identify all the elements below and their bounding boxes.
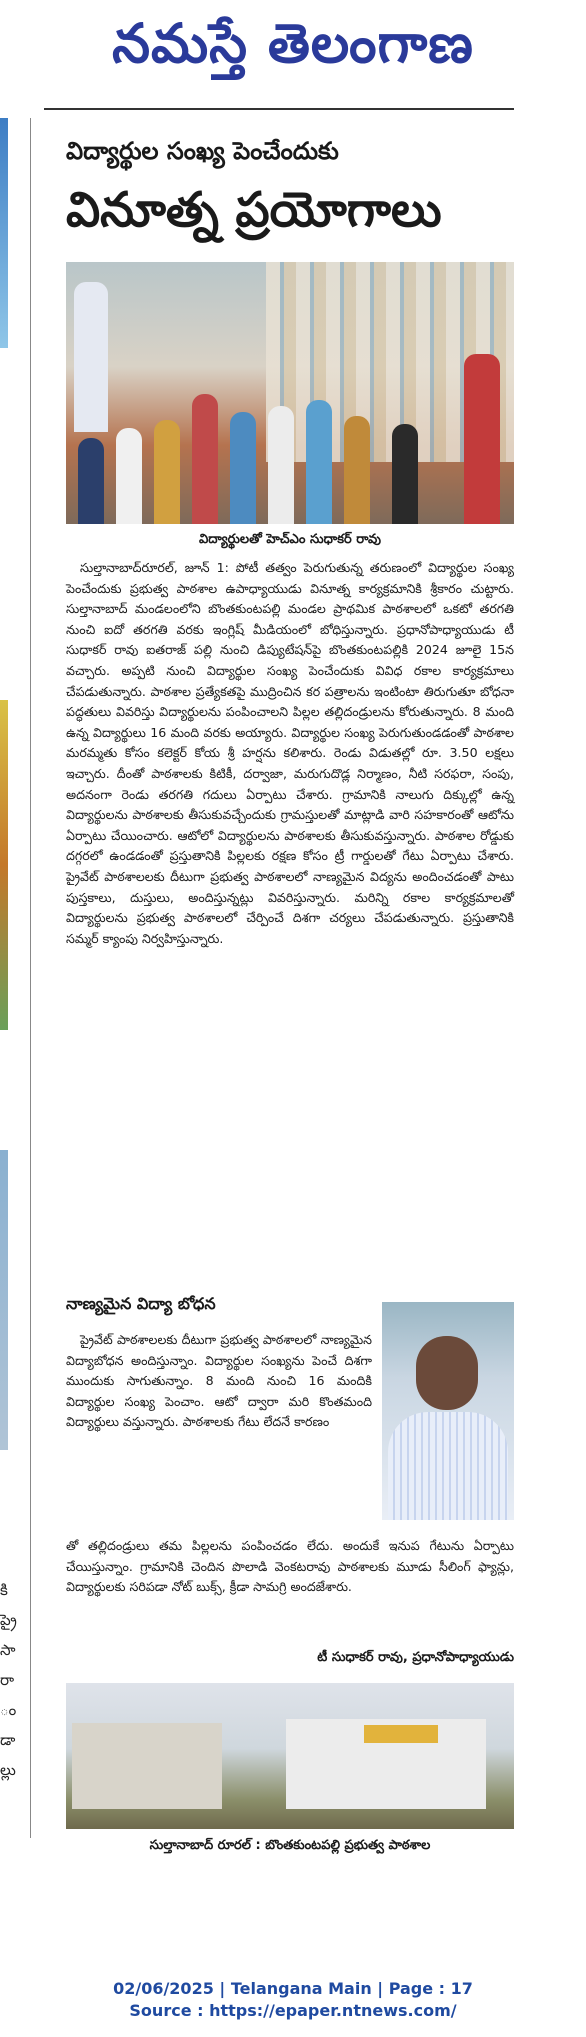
column-divider (30, 118, 31, 1838)
article-subhead: నాణ్యమైన విద్యా బోధన (66, 1294, 216, 1313)
masthead-logo: నమస్తే తెలంగాణ (112, 11, 474, 75)
student-figure (116, 428, 142, 524)
student-figure (230, 412, 256, 524)
headmaster-portrait (382, 1302, 514, 1520)
teacher-figure (464, 354, 500, 524)
photo-caption: విద్యార్థులతో హెచ్‌ఎం సుధాకర్ రావు (198, 532, 382, 547)
portrait-head (416, 1336, 478, 1410)
article-kicker: విద్యార్థుల సంఖ్య పెంచేందుకు (66, 137, 339, 165)
page-footer (0, 1978, 586, 2022)
quote-paragraph: ప్రైవేట్ పాఠశాలలకు దీటుగా ప్రభుత్వ పాఠశాలలో నాణ్యమైన విద్యాబోధన అందిస్తున్నాం. విద్యార్థుల సంఖ్యను పెంచే దిశగా ముందుకు సాగుతున్నాం. 8 మంది నుంచి 16 మందికి విద్యార్థుల సంఖ్య పెంచాం. ఆటో ద్వారా మరి కొంతమంది విద్యార్థులు వస్తున్నారు. పాఠశాలకు గేటు లేదనే కారణం (66, 1332, 372, 1430)
article-body (66, 558, 514, 949)
teacher-figure (74, 282, 108, 432)
source-link[interactable]: Source : https://epaper.ntnews.com/ (129, 2001, 457, 2020)
quote-continuation: తో తల్లిదండ్రులు తమ పిల్లలను పంపించడం లేదు. అందుకే ఇనుప గేటును ఏర్పాటు చేయిస్తున్నాం. గ్రామానికి చెందిన పొలాడి వెంకటరావు పాఠశాలకు మూడు సీలింగ్ ఫ్యాన్లు, విద్యార్థులకు సరిపడా నోట్ బుక్స్, క్రీడా సామగ్రి అందజేశారు. (66, 1538, 514, 1595)
top-rule (44, 108, 514, 110)
student-figure (268, 406, 294, 524)
neighbor-column-image (0, 118, 8, 348)
student-figure (344, 416, 370, 524)
school-building-photo (66, 1683, 514, 1829)
student-figure (192, 394, 218, 524)
student-figure (78, 438, 104, 524)
school-signboard (364, 1725, 438, 1743)
school-photo-caption: సుల్తానాబాద్ రూరల్ : బొంతకుంటపల్లి ప్రభుత్వ పాఠశాల (149, 1838, 431, 1853)
school-building-left (72, 1723, 222, 1809)
student-figure (392, 424, 418, 524)
portrait-shirt (388, 1412, 508, 1520)
neighbor-column-text: కి ప్రై సా రా ం డా ల్లు (0, 1581, 17, 1779)
article-headline: వినూత్న ప్రయోగాలు (66, 182, 442, 238)
article-byline: టీ సుధాకర్ రావు, ప్రధానోపాధ్యాయుడు (317, 1650, 514, 1665)
student-figure (154, 420, 180, 524)
neighbor-column-image (0, 700, 8, 1030)
edition-info: 02/06/2025 | Telangana Main | Page : 17 (113, 1979, 473, 1998)
quote-column (66, 1330, 372, 1433)
neighbor-column-image (0, 1150, 8, 1450)
article-paragraph: సుల్తానాబాద్‌రూరల్, జూన్ 1: పోటీ తత్వం పెరుగుతున్న తరుణంలో విద్యార్థుల సంఖ్య పెంచేందుకు ప్రభుత్వ పాఠశాల ఉపాధ్యాయుడు వినూత్న కార్యక్రమానికి శ్రీకారం చుట్టారు. సుల్తానాబాద్ మండలంలోని బొంతకుంటపల్లి మండల ప్రాథమిక పాఠశాలలో ఒకటో తరగతి నుంచి ఐదో తరగతి వరకు ఇంగ్లిష్ మీడియంలో బోధిస్తున్నారు. ప్రధానోపాధ్యాయుడు టీ సుధాకర్ రావు ఐతరాజ్ పల్లి నుంచి డిప్యుటేషన్‌పై బొంతకుంటపల్లికి 2024 జూలై 15న వచ్చారు. అప్పటి నుంచి విద్యార్థుల సంఖ్య పెంచేందుకు వివిధ రకాల కార్యక్రమాలు చేపడుతున్నారు. పాఠశాల ప్రత్యేకతపై ముద్రించిన కర పత్రాలను ఇంటింటా తిరుగుతూ బోధనా పద్ధతులు వివరిస్తు విద్యార్థులను పంపించాలని పిల్లల తల్లిదండ్రులను కోరుతున్నారు. 8 మంది ఉన్న విద్యార్థులు 16 మంది వరకు అయ్యారు. విద్యార్థుల సంఖ్య పెరుగుతుండడంతో పాఠశాల మరమ్మతు కోసం కలెక్టర్ కోయ శ్రీ హర్షను కలిశారు. రెండు విడుతల్లో రూ. 3.50 లక్షలు ఇచ్చారు. దీంతో పాఠశాలకు కిటికీ, దర్వాజా, మరుగుదొడ్ల నిర్మాణం, నీటి సరఫరా, సంపు, అదనంగా రెండు తరగతి గదులు ఏర్పాటు చేశారు. గ్రామానికి నాలుగు దిక్కుల్లో ఉన్న విద్యార్థులను పాఠశాలకు తీసుకువచ్చేందుకు గ్రామస్తులతో మాట్లాడి వారి సహకారంతో ఆటోను ఏర్పాటు చేయించారు. ఆటోలో విద్యార్థులను పాఠశాలకు తీసుకువస్తున్నారు. పాఠశాల రోడ్డుకు దగ్గరలో ఉండడంతో ప్రస్తుతానికి పిల్లలకు రక్షణ కోసం ట్రీ గార్డులతో గేటు ఏర్పాటు చేశారు. ప్రైవేట్ పాఠశాలలకు దీటుగా ప్రభుత్వ పాఠశాలలో నాణ్యమైన విద్యను అందించడంతో పాటు పుస్తకాలు, దుస్తులు, అందిస్తున్నట్లు వివరిస్తున్నారు. మరిన్ని రకాల కార్యక్రమాలతో విద్యార్థులను ప్రభుత్వ పాఠశాలలో చేర్పించే దిశగా చర్యలు చేపడుతున్నారు. ప్రస్తుతానికి సమ్మర్ క్యాంపు నిర్వహిస్తున్నారు. (66, 560, 514, 946)
students-photo (66, 262, 514, 524)
student-figure (306, 400, 332, 524)
